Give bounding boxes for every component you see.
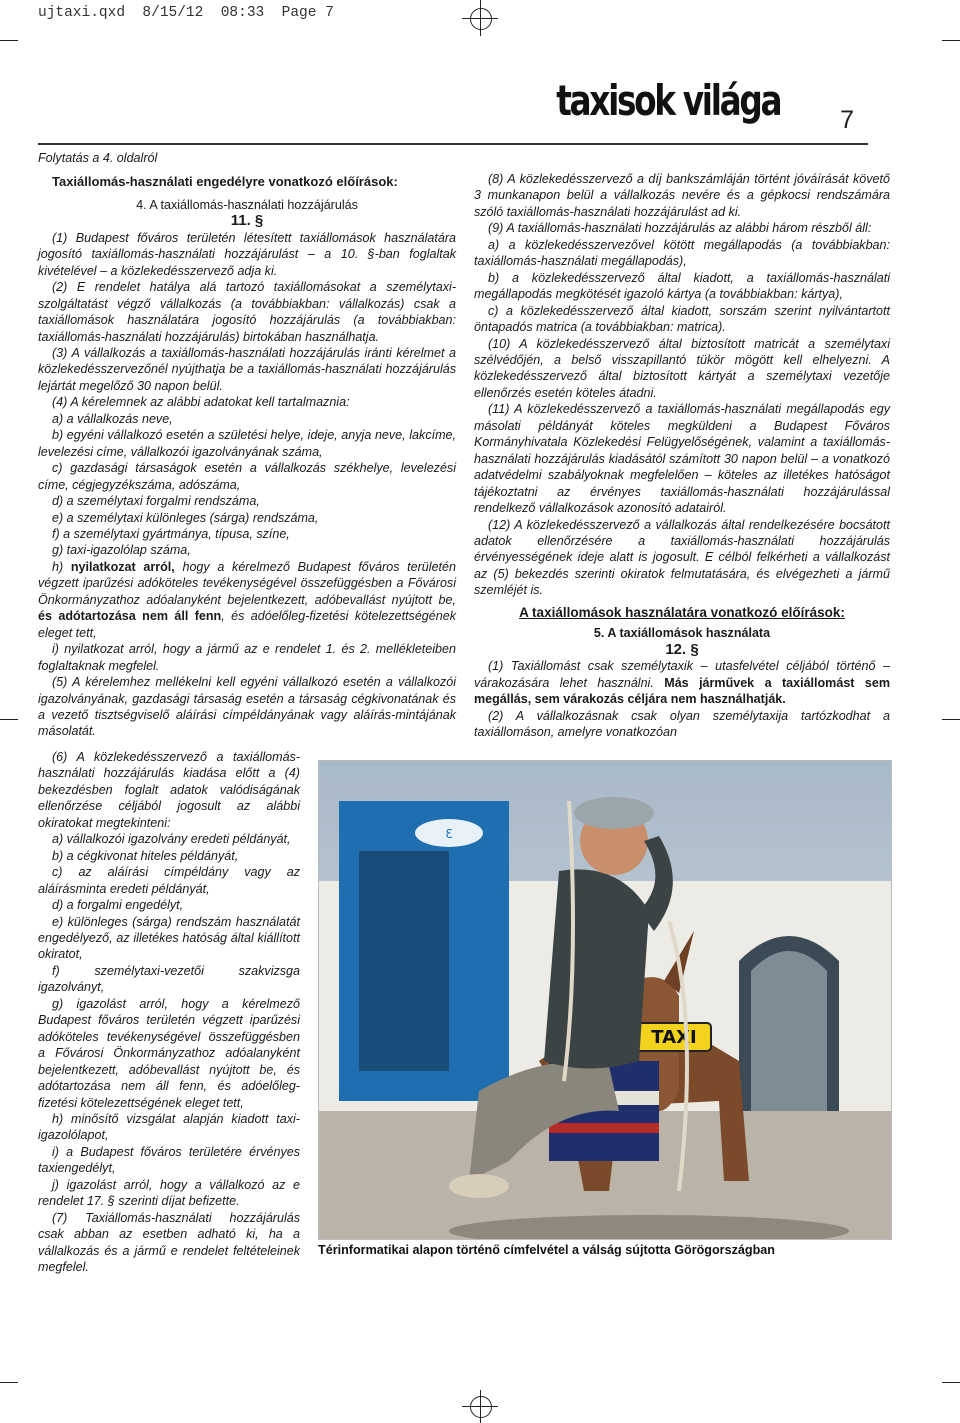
paragraph-12-title: 12. § xyxy=(665,640,699,658)
file-slug: ujtaxi.qxd 8/15/12 08:33 Page 7 xyxy=(38,5,334,21)
header-rule xyxy=(38,143,868,145)
right-subheading: A taxiállomások használatára vonatkozó előírások: xyxy=(519,604,845,620)
atm-panel xyxy=(359,851,449,1071)
taxi-plate-text: TAXI xyxy=(651,1027,697,1048)
l-item-a: a) a vállalkozás neve, xyxy=(52,411,173,426)
l2-item-d: d) a forgalmi engedélyt, xyxy=(52,898,184,913)
section-5-title: 5. A taxiállomások használata xyxy=(593,626,771,641)
l-item-g: g) taxi-igazolólap száma, xyxy=(52,543,191,558)
l-item-h-end: , és adóelőleg-fizetési kötelezettségének eleget tett, xyxy=(38,609,456,640)
blanket-stripe-2 xyxy=(549,1123,659,1133)
section-4-title: 4. A taxiállomás-használati hozzájárulás xyxy=(136,197,358,212)
l-item-c: c) gazdasági társaságok esetén a vállalkozás székhelye, levelezési címe, cégjegyzékszáma, adószáma, xyxy=(38,461,456,492)
crop-mark-right xyxy=(942,719,960,720)
man-cap xyxy=(574,797,654,829)
registration-circle-bottom xyxy=(470,1396,492,1418)
l-item-b: b) egyéni vállalkozó esetén a születési helye, ideje, anyja neve, lakcíme, levelezési címe, vállalkozói igazolványának száma, xyxy=(38,428,456,459)
l-p3: (3) A vállalkozás a taxiállomás-használati hozzájárulás iránti kérelmet a közlekedésszervezőnél nyújthatja be a taxiállomás-használati hozzájárulás lejártát megelőző 30 napon belül. xyxy=(38,345,456,393)
r-12-1-text: (1) Taxiállomást csak személytaxik – utasfelvétel céljából történő – várakozására lehet használni. xyxy=(474,659,890,690)
atm-sign-text: Ɛ xyxy=(445,827,453,841)
l-item-h-pre: h) xyxy=(52,559,71,574)
registration-circle-top xyxy=(470,8,492,30)
l-item-d: d) a személytaxi forgalmi rendszáma, xyxy=(52,494,260,509)
l2-item-f: f) személytaxi-vezetői szakvizsga igazolványt, xyxy=(38,963,300,995)
page-number: 7 xyxy=(840,106,854,134)
r-p9: (9) A taxiállomás-használati hozzájárulás az alábbi három részből áll: xyxy=(488,221,872,236)
r-p9b: b) a közlekedésszervező által kiadott, a taxiállomás-használati megállapodás megkötését igazoló kártya (a továbbiakban: kártya), xyxy=(474,270,890,302)
r-12-2: (2) A vállalkozásnak csak olyan személytaxija tartózkodhat a taxiállomáson, amelyre vonatkozóan xyxy=(474,708,890,739)
l-p5: (5) A kérelemhez mellékelni kell egyéni vállalkozó esetén a vállalkozói igazolványának, gazdasági társaság esetén a társaság cégkivonatának és a vezető tisztségviselő aláírási címpéldányának vagy aláírás-mintájának másolatát. xyxy=(38,675,456,739)
l-item-h-mid: hogy a kérelmező Budapest főváros területén végzett iparűzési adóköteles tevékenységével összefüggésben a Fővárosi Önkormányzathoz adóalanyként bejelentkezett, adóbevallást nyújtott be, xyxy=(38,559,456,607)
r-p8: (8) A közlekedésszervező a díj bankszámláján történt jóváírását követő 3 munkanapon belül a vállalkozás nevére és a gépkocsi rendszámára szóló taxiállomás-használati hozzájárulást ad ki. xyxy=(474,172,890,219)
l2-item-a: a) vállalkozói igazolvány eredeti példányát, xyxy=(52,832,291,847)
paragraph-11-title: 11. § xyxy=(230,212,264,230)
l2-p7: (7) Taxiállomás-használati hozzájárulás csak abban az esetben adható ki, ha a vállalkozás és a jármű e rendelet feltételeinek megfelel. xyxy=(38,1210,300,1275)
l-p1: (1) Budapest főváros területén létesített taxiállomások használatára jogosító taxiállomás-használati hozzájárulást – a 10. §-ban foglaltak kivételével – a közlekedésszervező adja ki. xyxy=(38,230,456,278)
l-item-h-bold2: és adótartozása nem áll fenn xyxy=(38,609,222,624)
r-p11: (11) A közlekedésszervező a taxiállomás-használati megállapodás egy másolati példányát köteles megküldeni a Budapest Főváros Kormányhivatala Közlekedési Felügyelőségének, valamint a taxiállomás-használati hozzájárulás kiadásától számított 30 napon belül – a vonatkozó adatvédelmi szabályoknak megfelelően – köteles az illetékes hatóságot tájékoztatni az érvényes taxiállomás-használati hozzájárulással rendelkező vállalkozások azonosító adatairól. xyxy=(474,402,890,516)
l2-p6: (6) A közlekedésszervező a taxiállomás-használati hozzájárulás kiadása előtt a (4) bekezdésben foglalt adatok valódiságának ellenőrzése céljából jogosult az alábbi okiratokat megtekinteni: xyxy=(38,750,300,830)
arch-inner xyxy=(751,951,827,1111)
man-shoe xyxy=(449,1174,509,1198)
l-p4: (4) A kérelemnek az alábbi adatokat kell tartalmaznia: xyxy=(52,395,350,410)
l2-item-h: h) minősítő vizsgálat alapján kiadott taxi-igazolólapot, xyxy=(38,1111,300,1143)
photo-illustration xyxy=(319,761,891,1239)
l2-item-b: b) a cégkivonat hiteles példányát, xyxy=(52,848,239,863)
l2-item-i: i) a Budapest főváros területére érvényes taxiengedélyt, xyxy=(38,1144,300,1176)
l-item-h-bold1: nyilatkozat arról, xyxy=(70,559,175,574)
l-item-f: f) a személytaxi gyártmánya, típusa, színe, xyxy=(52,526,290,541)
left-column-narrow xyxy=(38,749,300,1276)
r-12-1 xyxy=(474,658,890,707)
r-p12: (12) A közlekedésszervező a vállalkozás által rendelkezésére bocsátott adatok ellenőrzésére a taxiállomás-használati hozzájárulás érvényességének ideje alatt is jogosult. E célból felkérheti a vállalkozást az (5) bekezdés szerinti okiratok felmutatására, és elvégezheti a jármű szemléjét is. xyxy=(474,517,890,598)
left-column xyxy=(38,150,456,740)
left-heading: Taxiállomás-használati engedélyre vonatkozó előírások: xyxy=(52,174,398,190)
l-item-e: e) a személytaxi különleges (sárga) rendszáma, xyxy=(52,510,319,525)
photo-man-on-donkey xyxy=(318,760,892,1240)
registration-mark-bottom-h xyxy=(462,1406,498,1407)
l2-item-e: e) különleges (sárga) rendszám használatát engedélyező, az illetékes hatóság által kiállított okiratot, xyxy=(38,914,300,962)
l2-item-c: c) az aláírási címpéldány vagy az aláírásminta eredeti példányát, xyxy=(38,865,300,896)
l-item-h xyxy=(38,559,456,641)
registration-mark-top-h xyxy=(462,18,498,19)
l2-item-j: j) igazolást arról, hogy a vállalkozó az e rendelet 17. § szerinti díjat befizette. xyxy=(38,1177,300,1209)
crop-mark-left xyxy=(0,719,18,720)
l-p2: (2) E rendelet hatálya alá tartozó taxiállomásokat a személytaxi-szolgáltatást végző vállalkozás (a továbbiakban: vállalkozás) csak a taxiállomások használatára jogosító hozzájárulás (a továbbiakban: taxiállomás-használati hozzájárulás) birtokában használhatja. xyxy=(38,280,456,344)
right-column xyxy=(474,171,890,740)
continuation-note: Folytatás a 4. oldalról xyxy=(38,151,158,165)
r-12-1-bold: Más járművek a taxiállomást sem megállás, sem várakozás céljára nem használhatják. xyxy=(474,675,890,707)
man-shirt xyxy=(544,869,649,1068)
l-item-i: i) nyilatkozat arról, hogy a jármű az e rendelet 1. és 2. mellékleteiben foglaltaknak megfelel. xyxy=(38,642,456,673)
r-p10: (10) A közlekedésszervező által biztosított matricát a személytaxi szélvédőjén, a belső visszapillantó tükör mögött kell elhelyezni. A közlekedésszervező által biztosított kártyát a személytaxi vezetője ellenőrzés esetén köteles átadni. xyxy=(474,336,890,400)
crop-mark-bl xyxy=(0,1382,18,1383)
l2-item-g: g) igazolást arról, hogy a kérelmező Budapest főváros területén végzett iparűzési adóköteles tevékenységével összefüggésben a Fővárosi Önkormányzathoz adóalanyként bejelentkezett, adóbevallást nyújtott be, és adótartozása nem áll fenn, és adóelőleg-fizetési kötelezettségének eleget tett, xyxy=(38,996,300,1110)
r-p9c: c) a közlekedésszervező által kiadott, sorszám szerint nyilvántartott öntapadós matrica (a továbbiakban: matrica). xyxy=(474,303,890,335)
masthead-logo: taxisok világa xyxy=(555,76,780,125)
r-p9a: a) a közlekedésszervezővel kötött megállapodás (a továbbiakban: taxiállomás-használati megállapodás), xyxy=(474,237,890,269)
crop-mark-tr xyxy=(942,40,960,41)
crop-mark-br xyxy=(942,1382,960,1383)
photo-caption: Térinformatikai alapon történő címfelvétel a válság sújtotta Görögországban xyxy=(318,1243,775,1257)
crop-mark-tl xyxy=(0,40,18,41)
